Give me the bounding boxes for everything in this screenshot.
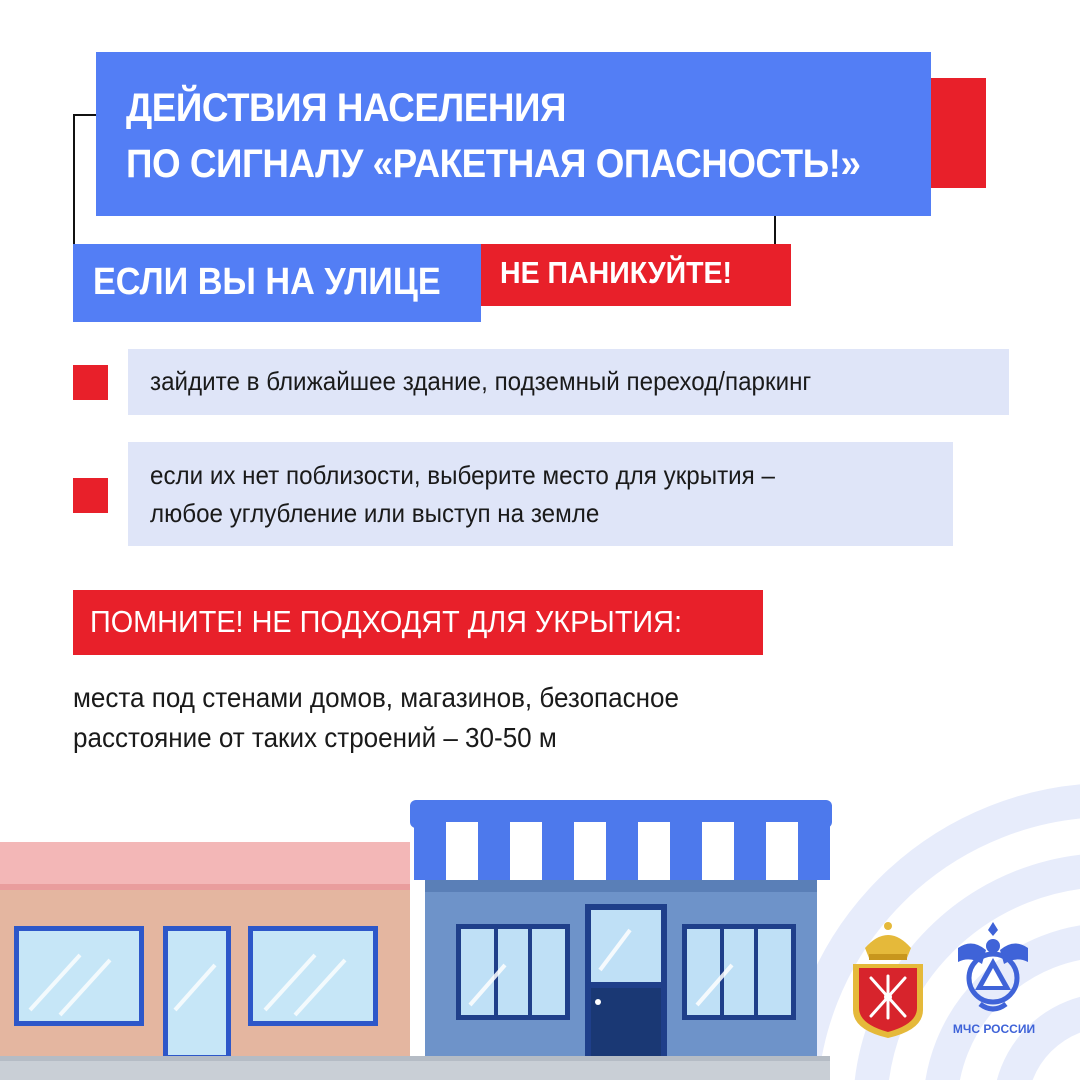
step-2-line-2: любое углубление или выступ на земле xyxy=(150,498,600,528)
title-bracket-right xyxy=(774,216,776,246)
warning-line-1: места под стенами домов, магазинов, безопасное xyxy=(73,682,680,713)
warning-line-2: расстояние от таких строений – 30-50 м xyxy=(73,722,557,753)
warning-text xyxy=(73,678,679,758)
step-2-bullet xyxy=(73,478,108,513)
step-1-bullet xyxy=(73,365,108,400)
step-2-text xyxy=(150,456,775,532)
page-title xyxy=(126,80,862,192)
warning-heading: ПОМНИТЕ! НЕ ПОДХОДЯТ ДЛЯ УКРЫТИЯ: xyxy=(90,604,682,639)
mchs-emblem-icon xyxy=(952,918,1034,1018)
title-line-2: ПО СИГНАЛУ «РАКЕТНАЯ ОПАСНОСТЬ!» xyxy=(126,142,861,186)
left-building xyxy=(0,842,410,1060)
right-building xyxy=(410,800,832,1060)
title-accent xyxy=(930,78,986,188)
step-1-text xyxy=(150,362,811,400)
step-2-line-1: если их нет поблизости, выберите место для укрытия – xyxy=(150,460,775,490)
coat-of-arms-icon xyxy=(845,918,931,1040)
step-1-line-1: зайдите в ближайшее здание, подземный переход/паркинг xyxy=(150,366,812,396)
section-heading: ЕСЛИ ВЫ НА УЛИЦЕ xyxy=(93,261,441,303)
mchs-label: МЧС РОССИИ xyxy=(952,1022,1036,1036)
title-bracket-top xyxy=(73,114,98,116)
title-line-1: ДЕЙСТВИЯ НАСЕЛЕНИЯ xyxy=(126,86,566,130)
panic-badge: НЕ ПАНИКУЙТЕ! xyxy=(500,255,733,290)
title-bracket-left xyxy=(73,114,75,244)
